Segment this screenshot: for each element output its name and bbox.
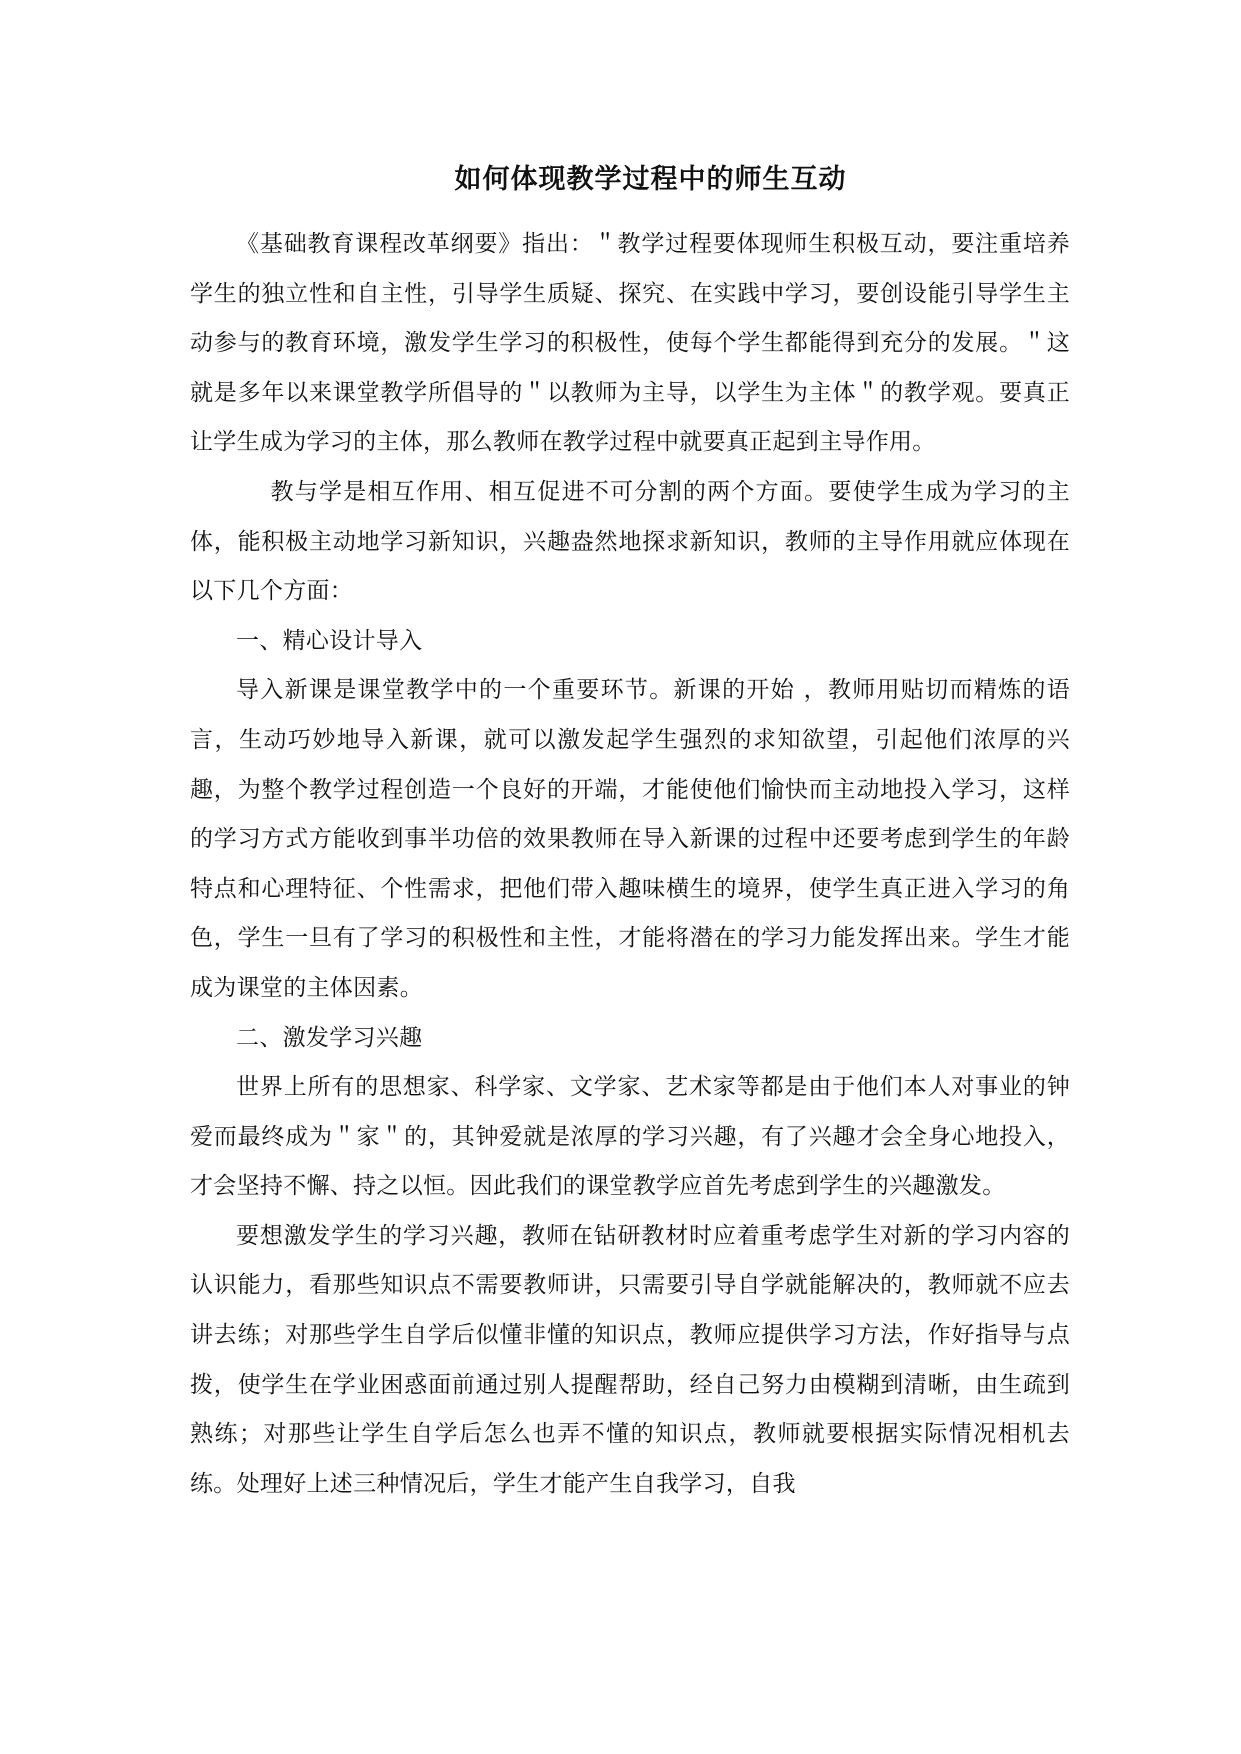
paragraph-section-2b: 要想激发学生的学习兴趣，教师在钻研教材时应着重考虑学生对新的学习内容的认识能力，看那些知识点不需要教师讲，只需要引导自学就能解决的，教师就不应去讲去练；对那些学生自学后似懂非懂的知识点，教师应提供学习方法，作好指导与点拨，使学生在学业困惑面前通过别人提醒帮助，经自己努力由模糊到清晰，由生疏到熟练；对那些让学生自学后怎么也弄不懂的知识点，教师就要根据实际情况相机去练。处理好上述三种情况后，学生才能产生自我学习，自我 <box>190 1222 1070 1497</box>
document-body <box>190 220 1070 1509</box>
paragraph-section-2a: 世界上所有的思想家、科学家、文学家、艺术家等都是由于他们本人对事业的钟爱而最终成为＂家＂的，其钟爱就是浓厚的学习兴趣，有了兴趣才会全身心地投入，才会坚持不懈、持之以恒。因此我们的课堂教学应首先考虑到学生的兴趣激发。 <box>190 1074 1070 1200</box>
document-title: 如何体现教学过程中的师生互动 <box>454 164 847 195</box>
section-heading-1: 一、精心设计导入 <box>236 627 423 654</box>
paragraph-intro: 《基础教育课程改革纲要》指出：＂教学过程要体现师生积极互动，要注重培养学生的独立性和自主性，引导学生质疑、探究、在实践中学习，要创设能引导学生主动参与的教育环境，激发学生学习的积极性，使每个学生都能得到充分的发展。＂这就是多年以来课堂教学所倡导的＂以教师为主导，以学生为主体＂的教学观。要真正让学生成为学习的主体，那么教师在教学过程中就要真正起到主导作用。 <box>190 231 1070 456</box>
paragraph-section-1: 导入新课是课堂教学中的一个重要环节。新课的开始 ，教师用贴切而精炼的语言，生动巧妙地导入新课，就可以激发起学生强烈的求知欲望，引起他们浓厚的兴趣，为整个教学过程创造一个良好的开端，才能使他们愉快而主动地投入学习，这样的学习方式方能收到事半功倍的效果教师在导入新课的过程中还要考虑到学生的年龄特点和心理特征、个性需求，把他们带入趣味横生的境界，使学生真正进入学习的角色，学生一旦有了学习的积极性和主性，才能将潜在的学习力能发挥出来。学生才能成为课堂的主体因素。 <box>190 677 1070 1001</box>
paragraph-overview: 教与学是相互作用、相互促进不可分割的两个方面。要使学生成为学习的主体，能积极主动地学习新知识，兴趣盎然地探求新知识，教师的主导作用就应体现在以下几个方面： <box>190 478 1070 605</box>
section-heading-2: 二、激发学习兴趣 <box>236 1024 423 1051</box>
